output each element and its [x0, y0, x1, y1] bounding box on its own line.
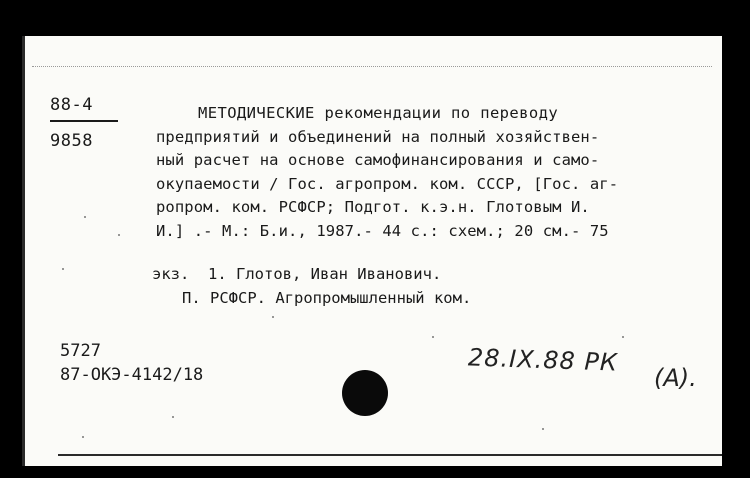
entry-line-4: окупаемости / Гос. агропром. ком. СССР, [Гос. аг-	[156, 174, 619, 193]
speck	[622, 336, 624, 338]
subject-heading-1: 1. Глотов, Иван Иванович.	[208, 265, 442, 283]
entry-line-7: экз. 1. Глотов, Иван Иванович.	[152, 265, 442, 283]
speck	[118, 234, 120, 236]
speck	[542, 428, 544, 430]
entry-line-6: И.] .- М.: Б.и., 1987.- 44 с.: схем.; 20 см.- 75	[156, 221, 609, 240]
inventory-number: 5727	[60, 341, 101, 361]
speck	[84, 216, 86, 218]
subject-heading-2: П. РСФСР. Агропромышленный ком.	[182, 289, 472, 307]
shelf-code	[50, 92, 126, 154]
speck	[172, 416, 174, 418]
inventory-block	[60, 339, 203, 387]
bottom-rule	[58, 454, 722, 456]
speck	[272, 316, 274, 318]
shelf-code-top: 88-4	[50, 95, 93, 115]
card-left-edge	[22, 36, 25, 466]
speck	[82, 436, 84, 438]
handwritten-mark: (А).	[654, 364, 697, 392]
shelf-code-bottom: 9858	[50, 131, 93, 151]
shelf-code-divider	[50, 120, 118, 122]
speck	[62, 268, 64, 270]
handwritten-date: 28.IX.88 РК	[467, 343, 619, 377]
subject-headings	[152, 262, 471, 310]
entry-line-1: МЕТОДИЧЕСКИЕ рекомендации по переводу	[198, 104, 559, 122]
entry-line-5: ропром. ком. РСФСР; Подгот. к.э.н. Глотовым И.	[156, 198, 590, 216]
bibliographic-entry	[156, 102, 716, 243]
entry-line-3: ный расчет на основе самофинансирования и само-	[156, 151, 600, 169]
top-dotted-line	[32, 66, 712, 67]
speck	[432, 336, 434, 338]
entry-line-2: предприятий и объединений на полный хозяйствен-	[156, 127, 600, 146]
order-number: 87-ОКЭ-4142/18	[60, 365, 204, 385]
catalog-card	[22, 36, 722, 466]
punch-hole	[342, 370, 388, 416]
